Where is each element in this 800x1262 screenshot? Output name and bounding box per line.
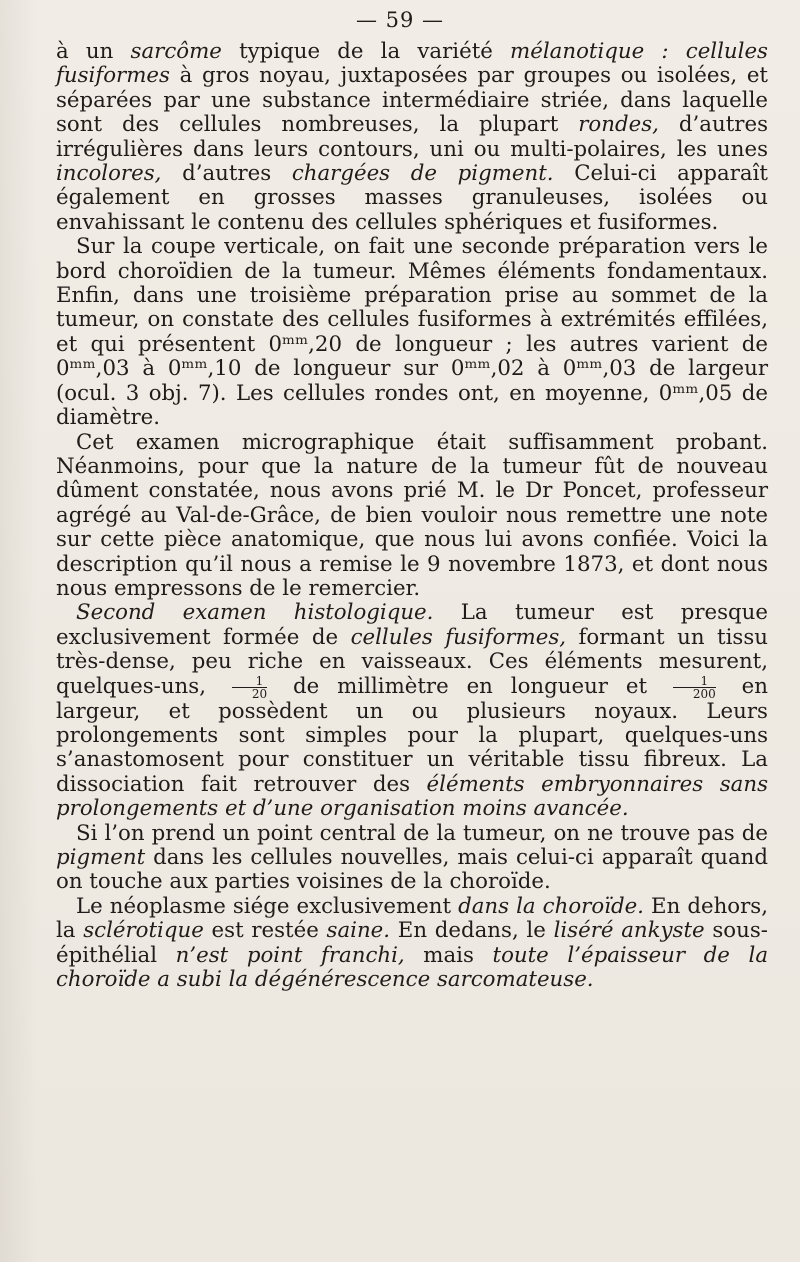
page-number: — 59 — [355, 8, 445, 32]
text-segment: La tumeur est presque exclusivement formée de [56, 600, 768, 650]
text-segment: En dedans, le [390, 918, 554, 944]
text-segment: en largeur, et possèdent un ou plusieurs noyaux. Leurs prolongements sont simples pour la plupart, quelques-uns s’anastomosent pour constituer un véritable tissu fibreux. La dissociation fait retrouver des [56, 673, 768, 797]
text-segment: d’autres [161, 161, 292, 187]
text-segment: Sur la coupe verticale, on fait une seconde préparation vers le bord choroïdien de la tumeur. Mêmes éléments fondamentaux. Enfin, dans une troisième préparation prise au sommet de la tumeur, on constate des cellules fusiformes à extrémités effilées, et qui présentent 0ᵐᵐ,20 de longueur ; les autres varient de 0ᵐᵐ,03 à 0ᵐᵐ,10 de longueur sur 0ᵐᵐ,02 à 0ᵐᵐ,03 de largeur (ocul. 3 obj. 7). Les cellules rondes ont, en moyenne, 0ᵐᵐ,05 de diamètre. [56, 234, 768, 431]
text-segment: formant un tissu très-dense, peu riche en vaisseaux. Ces éléments mesurent, quelques-uns, [56, 624, 768, 699]
text-segment-italic: toute l’épaisseur de la choroïde a subi la dégénérescence sarcomateuse. [56, 942, 769, 993]
paragraph-6 [56, 895, 768, 993]
text-segment-italic: incolores, [56, 161, 162, 187]
text-segment-italic: Second examen histologique. [76, 600, 434, 626]
text-segment-italic: saine. [326, 918, 391, 944]
fraction-one-two-hundredth [673, 675, 716, 700]
text-segment: à gros noyau, juxtaposées par groupes ou isolées, et séparées par une substance intermédiaire striée, dans laquelle sont des cellules nombreuses, la plupart [56, 63, 768, 138]
text-segment-italic: dans la choroïde. [458, 893, 644, 919]
paragraph-5 [56, 822, 768, 895]
text-segment: est restée [203, 918, 327, 944]
text-segment: de millimètre en longueur et [275, 673, 665, 699]
text-segment-italic: pigment [56, 845, 146, 870]
text-segment-italic: cellules fusiformes, [350, 624, 567, 650]
fraction-one-twentieth [232, 675, 267, 700]
body-text [56, 40, 768, 992]
paragraph-4 [56, 601, 768, 821]
text-segment-italic: mélanotique : cellules fusiformes [56, 39, 768, 89]
text-segment-italic: n’est point franchi, [175, 942, 405, 968]
text-segment: à un [56, 39, 131, 64]
text-segment-italic: éléments embryonnaires sans prolongements et d’une organisation moins avancée. [56, 771, 768, 822]
text-segment: Cet examen micrographique était suffisamment probant. Néanmoins, pour que la nature de la tumeur fût de nouveau dûment constatée, nous avons prié M. le Dr Poncet, professeur agrégé au Val-de-Grâce, de bien vouloir nous remettre une note sur cette pièce anatomique, que nous lui avons confiée. Voici la description qu’il nous a remise le 9 novembre 1873, et dont nous nous empressons de le remercier. [56, 429, 768, 601]
text-segment: mais [404, 942, 493, 968]
paragraph-3 [56, 431, 768, 602]
text-segment: typique de la variété [221, 39, 511, 64]
text-segment: dans les cellules nouvelles, mais celui-ci apparaît quand on touche aux parties voisines de la choroïde. [56, 845, 768, 895]
text-segment-italic: sarcôme [130, 39, 222, 64]
fraction-denominator: 200 [692, 686, 716, 701]
text-segment: Le néoplasme siége exclusivement [76, 893, 459, 919]
text-segment-italic: chargées de pigment. [291, 161, 554, 187]
text-segment: Si l’on prend un point central de la tumeur, on ne trouve pas de [76, 820, 768, 846]
fraction-denominator: 20 [251, 686, 268, 701]
text-segment: Celui-ci apparaît également en grosses masses granuleuses, isolées ou envahissant le contenu des cellules sphériques et fusiformes. [56, 161, 768, 235]
text-segment-italic: rondes, [578, 112, 659, 138]
text-segment: d’autres irrégulières dans leurs contours, uni ou multi-polaires, les unes [56, 112, 768, 162]
fraction-numerator: 1 [673, 675, 716, 688]
fraction-numerator: 1 [232, 675, 267, 688]
text-segment: En dehors, la [56, 893, 768, 944]
paragraph-2 [56, 235, 768, 430]
text-segment-italic: sclérotique [83, 918, 204, 944]
text-segment: sous-épithélial [56, 918, 768, 968]
paragraph-1 [56, 40, 768, 235]
text-segment-italic: liséré ankyste [553, 918, 705, 944]
